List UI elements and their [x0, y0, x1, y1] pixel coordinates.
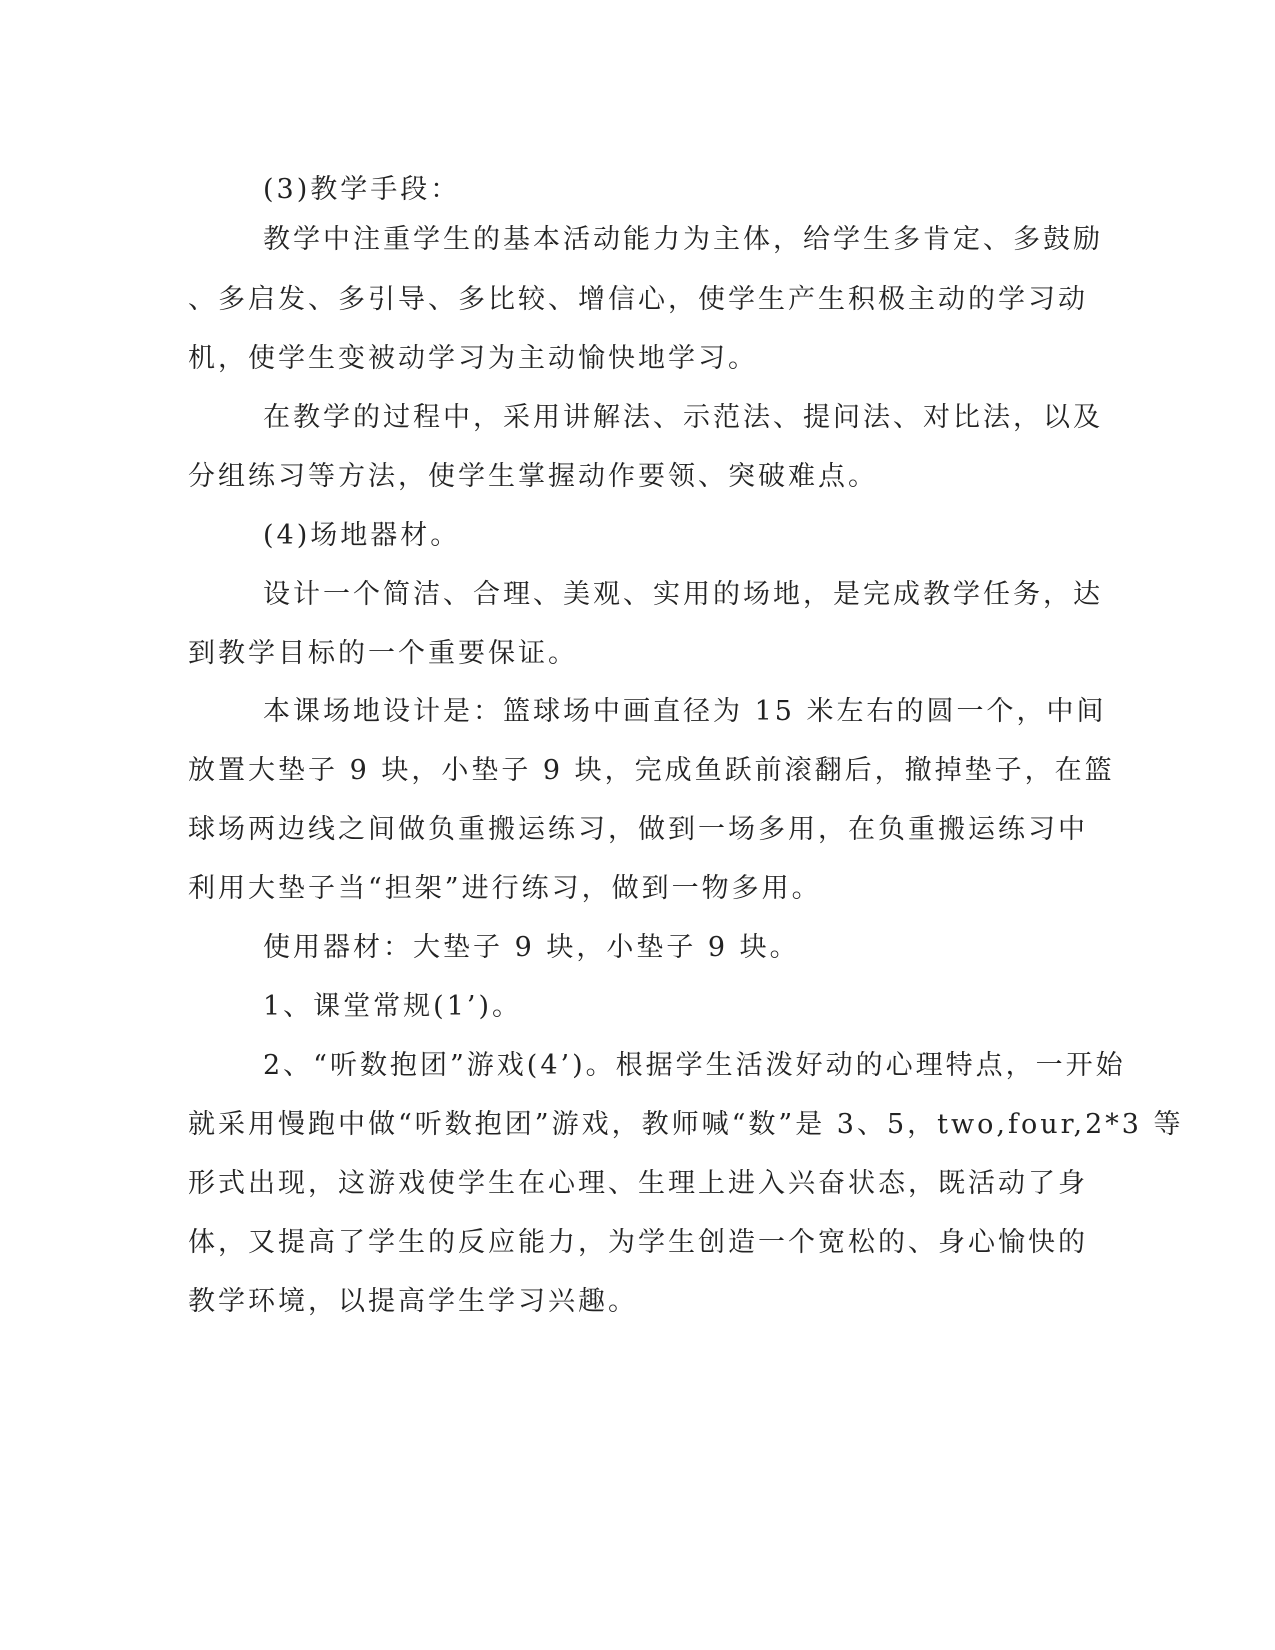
paragraph-line: 到教学目标的一个重要保证。	[188, 638, 578, 669]
list-item-game: 2、“听数抱团”游戏(4’)。根据学生活泼好动的心理特点，一开始	[263, 1050, 1126, 1081]
list-item-class-routine: 1、课堂常规(1’)。	[263, 991, 523, 1022]
paragraph-line: 在教学的过程中，采用讲解法、示范法、提问法、对比法，以及	[263, 402, 1103, 433]
paragraph-line: 教学环境，以提高学生学习兴趣。	[188, 1286, 638, 1317]
paragraph-line: 分组练习等方法，使学生掌握动作要领、突破难点。	[188, 461, 878, 492]
paragraph-line: 就采用慢跑中做“听数抱团”游戏，教师喊“数”是 3、5，two,four,2*3 等	[188, 1109, 1184, 1140]
paragraph-line: 利用大垫子当“担架”进行练习，做到一物多用。	[188, 873, 822, 904]
paragraph-line: 球场两边线之间做负重搬运练习，做到一场多用，在负重搬运练习中	[188, 814, 1088, 845]
paragraph-line: 教学中注重学生的基本活动能力为主体，给学生多肯定、多鼓励	[263, 224, 1103, 255]
paragraph-line: 机，使学生变被动学习为主动愉快地学习。	[188, 343, 758, 374]
paragraph-line: 、多启发、多引导、多比较、增信心，使学生产生积极主动的学习动	[188, 284, 1088, 315]
paragraph-line: 使用器材：大垫子 9 块，小垫子 9 块。	[263, 932, 800, 963]
paragraph-line: 放置大垫子 9 块，小垫子 9 块，完成鱼跃前滚翻后，撤掉垫子，在篮	[188, 755, 1115, 786]
section-heading-venue-equipment: (4)场地器材。	[263, 520, 461, 551]
paragraph-line: 本课场地设计是：篮球场中画直径为 15 米左右的圆一个，中间	[263, 696, 1107, 727]
paragraph-line: 设计一个简洁、合理、美观、实用的场地，是完成教学任务，达	[263, 579, 1103, 610]
paragraph-line: 体，又提高了学生的反应能力，为学生创造一个宽松的、身心愉快的	[188, 1227, 1088, 1258]
paragraph-line: 形式出现，这游戏使学生在心理、生理上进入兴奋状态，既活动了身	[188, 1168, 1088, 1199]
section-heading-teaching-means: (3)教学手段：	[263, 174, 461, 205]
